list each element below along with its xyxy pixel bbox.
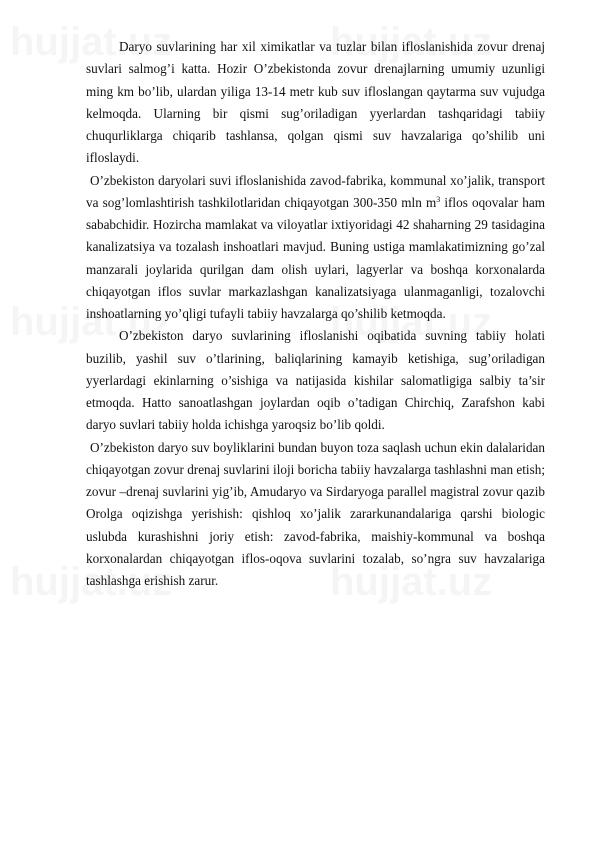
document-page [86, 36, 545, 592]
paragraph-recommendations: O’zbekiston daryo suv boyliklarini bundan buyon toza saqlash uchun ekin dalalaridan chiqayotgan zovur drenaj suvlarini iloji boricha tabiiy havzalarga tashlashni man etish; zovur –drenaj suvlarini yig’ib, Amudaryo va Sirdaryoga parallel magistral zovur qazib Orolga oqizishga yerishish: qishloq xo’jalik zararkunandalariga qarshi biologic uslubda kurashishni joriy etish: zavod-fabrika, maishiy-kommunal va boshqa korxonalardan chiqayotgan iflos-oqova suvlarini tozalab, so’ngra suv havzalariga tashlashga erishish zarur. [86, 439, 545, 588]
superscript-cubic: 3 [436, 194, 441, 204]
paragraph-river-pollution-effects: O’zbekiston daryo suvlarining ifloslanishi oqibatida suvning tabiiy holati buzilib, yashil suv o’tlarining, baliqlarining kamayib ketishiga, sug’oriladigan yyerlardagi ekinlarning o’sishiga va natijasida kishilar salomatligiga salbiy ta’sir etmoqda. Hatto sanoatlashgan joylardan oqib o’tadigan Chirchiq, Zarafshon kabi daryo suvlari tabiiy holda ichishga yaroqsiz bo’lib qoldi. [86, 328, 545, 433]
paragraph-text-part: O’zbekiston daryolari suvi ifloslanishida zavod-fabrika, kommunal xo’jalik, transport va sog’lomlashtirish tashkilotlaridan chiqayotgan 300-350 mln m [86, 172, 545, 210]
paragraph-text-part: iflos oqovalar ham sababchidir. Hozircha mamlakat va viloyatlar ixtiyoridagi 42 shaharning 29 tasidagina kanalizatsiya va tozalash inshoatlari mavjud. Buning ustiga mamlakatimizning go’zal manzarali joylarida qurilgan dam olish uylari, lagyerlar va boshqa korxonalarda chiqayotgan iflos suvlar markazlashgan kanalizatsiyaga ulanmaganligi, tozalovchi inshoatlarning yo’qligi tufayli tabiiy havzalarga qo’shilib ketmoqda. [86, 194, 545, 321]
paragraph-drainage-water: Daryo suvlarining har xil ximikatlar va tuzlar bilan ifloslanishida zovur drenaj suvlari salmog’i katta. Hozir O’zbekistonda zovur drenajlarning umumiy uzunligi ming km bo’lib, ulardan yiliga 13-14 metr kub suv ifloslangan qaytarma suv vujudga kelmoqda. Ularning bir qismi sug’oriladigan yyerlardan tashqaridagi tabiiy chuqurliklarga chiqarib tashlansa, qolgan qismi suv havzalariga qo’shilib uni ifloslaydi. [86, 39, 545, 166]
paragraph-industrial-wastewater [86, 170, 545, 326]
